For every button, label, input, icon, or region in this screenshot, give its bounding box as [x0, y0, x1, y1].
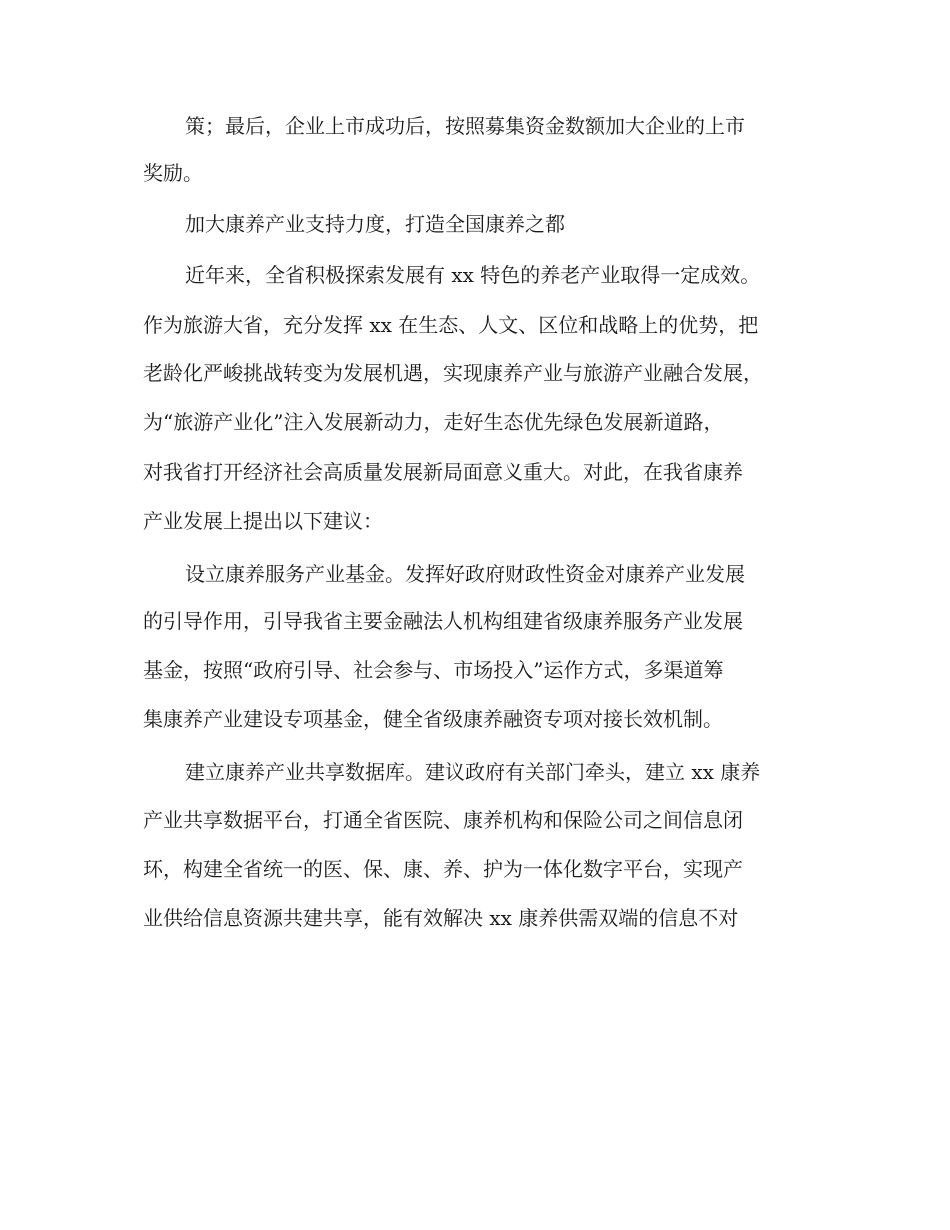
text-line: 设立康养服务产业基金。发挥好政府财政性资金对康养产业发展	[185, 562, 745, 586]
text-line: 近年来，全省积极探索发展有 xx 特色的养老产业取得一定成效。	[185, 263, 761, 287]
section-heading: 加大康养产业支持力度，打造全国康养之都	[185, 212, 565, 236]
text-line: 业供给信息资源共建共享，能有效解决 xx 康养供需双端的信息不对	[143, 906, 739, 930]
text-line: 老龄化严峻挑战转变为发展机遇，实现康养产业与旅游产业融合发展，	[143, 361, 763, 385]
text-line: 策；最后，企业上市成功后，按照募集资金数额加大企业的上市	[185, 114, 745, 138]
text-line: 对我省打开经济社会高质量发展新局面意义重大。对此，在我省康养	[143, 460, 743, 484]
text-line: 环，构建全省统一的医、保、康、养、护为一体化数字平台，实现产	[143, 857, 743, 881]
text-line: 奖励。	[143, 161, 203, 185]
text-line: 作为旅游大省，充分发挥 xx 在生态、人文、区位和战略上的优势，把	[143, 313, 759, 337]
text-line: 为“旅游产业化”注入发展新动力，走好生态优先绿色发展新道路，	[143, 410, 724, 434]
text-line: 产业发展上提出以下建议：	[143, 509, 383, 533]
text-line: 建立康养产业共享数据库。建议政府有关部门牵头，建立 xx 康养	[185, 760, 761, 784]
text-line: 的引导作用，引导我省主要金融法人机构组建省级康养服务产业发展	[143, 609, 743, 633]
text-line: 基金，按照“政府引导、社会参与、市场投入”运作方式，多渠道筹	[143, 658, 724, 682]
text-line: 产业共享数据平台，打通全省医院、康养机构和保险公司之间信息闭	[143, 808, 743, 832]
text-line: 集康养产业建设专项基金，健全省级康养融资专项对接长效机制。	[143, 707, 723, 731]
